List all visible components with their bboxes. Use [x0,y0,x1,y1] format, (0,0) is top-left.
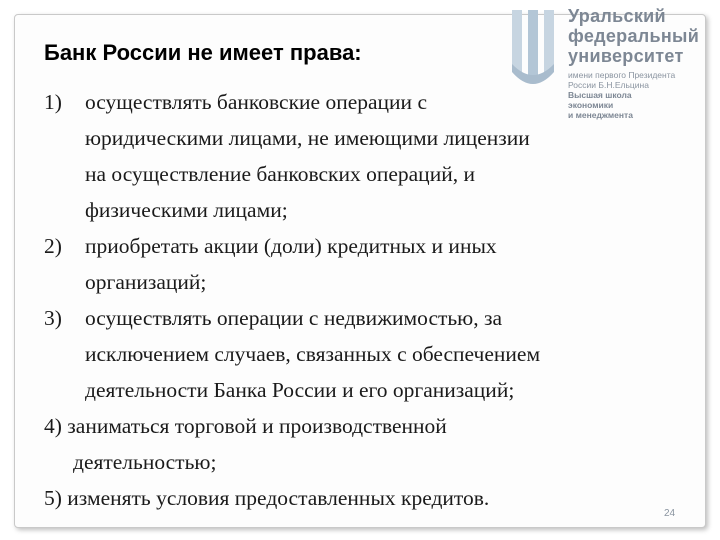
logo-sub-4: экономики [568,100,614,110]
slide-title: Банк России не имеет права: [44,40,362,65]
logo-sub-2: России Б.Н.Ельцина [568,80,649,90]
item-1-line-2: юридическими лицами, не имеющими лицензии [85,126,530,150]
item-number: 4) [44,414,62,438]
item-2-line-1: приобретать акции (доли) кредитных и иных [85,234,497,258]
logo-sub-3: Высшая школа [568,90,632,100]
item-3-line-1: осуществлять операции с недвижимостью, за [85,306,503,330]
list-item-1 [44,84,694,228]
item-1-line-4: физическими лицами; [85,198,288,222]
item-3-line-2: исключением случаев, связанных с обеспечением [85,342,541,366]
logo-line-1: Уральский [568,6,666,26]
item-2-line-2: организаций; [85,270,207,294]
logo-line-3: университет [568,46,684,66]
list-item-3 [44,300,694,408]
item-1-line-3: на осуществление банковских операций, и [85,162,475,186]
item-3-line-3: деятельности Банка России и его организаций; [85,378,515,402]
logo-sub-5: и менеджмента [568,110,633,120]
item-5-line-1: 5) изменять условия предоставленных кредитов. [44,486,490,510]
restrictions-list [44,84,694,516]
item-number: 3) [44,306,62,330]
list-item-5 [44,480,694,516]
list-item-4 [44,408,694,480]
item-4-line-2: деятельностью; [73,450,217,474]
list-item-2 [44,228,694,300]
logo-line-2: федеральный [568,26,700,46]
item-number: 5) [44,486,62,510]
logo-sub-1: имени первого Президента [568,70,676,80]
item-number: 1) [44,90,62,114]
page-number: 24 [664,508,676,519]
item-1-line-1: осуществлять банковские операции с [85,90,427,114]
university-logo-icon [508,4,566,84]
item-number: 2) [44,234,62,258]
item-4-line-1: 4) заниматься торговой и производственной [44,414,447,438]
